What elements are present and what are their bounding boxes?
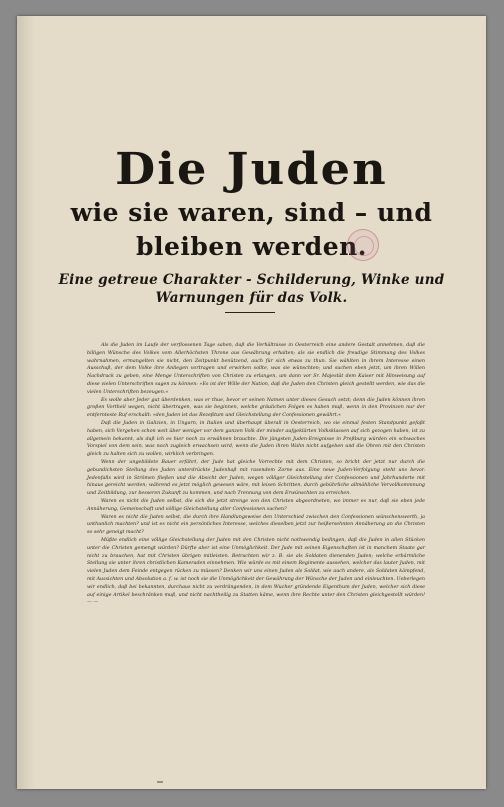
headline-line-3: bleiben werden. <box>135 232 367 261</box>
paragraph: Waren es nicht die Juden selbst, die sich die jetzt strenge von den Christen abgeordneten, wo immer es nur, daß sie eben jede Annäherung, Gemeinschaft und völlige Gleichstellung aller Confessionen suchen? <box>87 498 425 512</box>
paragraph: Waren es nicht die Juden selbst, die durch ihre Handlungsweise den Unterschied zwischen den Confessionen wünschenswerth, ja unthunlich machten? und ist es nicht ein persönliches Interesse, welches dieselben jetzt zur heißersehnten Annäherung an die Christen so sehr geneigt macht? <box>87 514 425 536</box>
paragraph: Daß die Juden in Galizien, in Ungarn, in Italien und überhaupt überall in Oesterreich, wo sie einmal festen Standpunkt gefaßt haben, sich Vergehen schon weit über weniger vor dem ganzen Volk der minder aufgeklärten Volksklassen auf sich gezogen haben, ist zu allgemein bekannt, als daß ich es hier noch zu erwähnen brauchte. Die jüngsten Juden-Ereignisse in Preßburg würden ein schwaches Vorspiel von dem sein, was noch zugleich erwachsen wird, wenn die Juden ihren Wahn nicht aufgeben und die Ohren mit den Christen gleich zu halten sich zu wollen, wirklich verbringen. <box>87 420 425 458</box>
headline-title: Die Juden <box>115 144 388 195</box>
stamp-ring <box>354 236 374 256</box>
divider-rule <box>225 312 275 313</box>
paragraph: Als die Juden im Laufe der verflossenen Tage sahen, daß die Verhältnisse in Oesterreich eine andere Gestalt annehmen, daß die billigen Wünsche des Volkes vom Allerhöchsten Throne aus Gewährung erhalten; als sie endlich die freudige Stimmung des Volkes wahrnahmen, ermangelten sie nicht, den Zeitpunkt benützend, auch für sich etwas zu thun. Sie wählten in ihrem Interesse einen Ausschuß, der dem Volke ihre Anliegen vortragen und erwirken sollte, was sie wünschten; und suchen eben jetzt, um ihren Willen Nachdruck zu geben, eine Menge Unterschriften von Christen zu erlangen, um dann vor Sr. Majestät dem Kaiser mit Hinweisung auf diese vielen Unterschriften sagen zu können: »Es ist der Wille der Nation, daß die Juden den Christen gleich gestellt werden, wie das die vielen Unterschriften bezeugen.« <box>87 343 425 395</box>
body-text <box>87 342 425 607</box>
paragraph: Wenn der ungebildete Bauer erfährt, der Jude hat gleiche Vorrechte mit dem Christen, so bricht der jetzt nur durch die gebundichsten Stellung des Juden unterdrückte Judenhaß mit rasendem Zorne aus. Eine neue Juden-Verfolgung steht uns bevor. Jedenfalls wird in Strömen fließen und die Absicht der Juden, wegen völliger Gleichstellung der Confessionen und Jahrhunderte mit hinaus gereicht werden; während es jetzt möglich gewesen wäre, mit leisen Schritten, durch gebührliche allmähliche Vervollkommnung und Zeitbildung, zur besseren Zukunft zu kommen, und nach Trennung von dem Erwünschten zu erreichen. <box>87 459 425 497</box>
subtitle-line-1: Eine getreue Charakter - Schilderung, Winke und <box>58 272 445 288</box>
paper-mark <box>157 781 163 783</box>
paper-edge <box>17 16 35 789</box>
paragraph: Es wolle aber Jeder gut überdenken, was er thue, bevor er seinen Namen unter dieses Gesuch setzt; denn die Juden können ihren großen Vortheil wegen, nicht übertragen, was sie beginnen, welche gräulichen Folgen es haben muß, wenn in den Provinzen nur der entfernteste Ruf erschallt: »den Juden ist das Rezeßtum und Gleichstellung der Confessionen gewährt.« <box>87 397 425 419</box>
paragraph: Müßte endlich eine völlige Gleichstellung der Juden mit den Christen nicht nothwendig bedingen, daß die Juden in allen Stücken unter die Christen gemengt würden? Dürfte aber ist eine Unmöglichkeit. Der Jude mit seinen Eigenschaften ist in manchem Staate gar nicht zu brauchen, hat mit Christen übrigen mitleisten. Betrachten wir z. B. sie als Soldaten dienenden Juden; welche erbärmliche Stellung sie unter ihren christlichen Kameraden einnehmen. Wie würde es mit einem Regimente aussehen, welcher das lauter Juden, mit vielen Juden dem Feinde entgegen rücken zu müssen? Denken wir uns einen Juden als Soldat, wie auch andere, als Soldaten kämpfend, mit Aussichten und Absolution a. f. w. ist noch sie die Unmöglichkeit der Gewährung der Wünsche der Juden und einleuchten. Ueberlegen wir endlich, daß bei bekannten, durchaus nicht zu verdrängenden, in dem Wucher gründende Eigenthum der Juden, welcher sich diese auf einige Artikel beschränken muß, und nicht nachtheilig zu Statten käme, wenn ihre Rechte unter den Christen gleichgestellt würden! — — <box>87 537 425 606</box>
document-sheet <box>17 16 486 789</box>
library-stamp <box>347 229 379 261</box>
subtitle-line-2: Warnungen für das Volk. <box>155 290 348 306</box>
headline-line-2: wie sie waren, sind – und <box>70 198 433 227</box>
